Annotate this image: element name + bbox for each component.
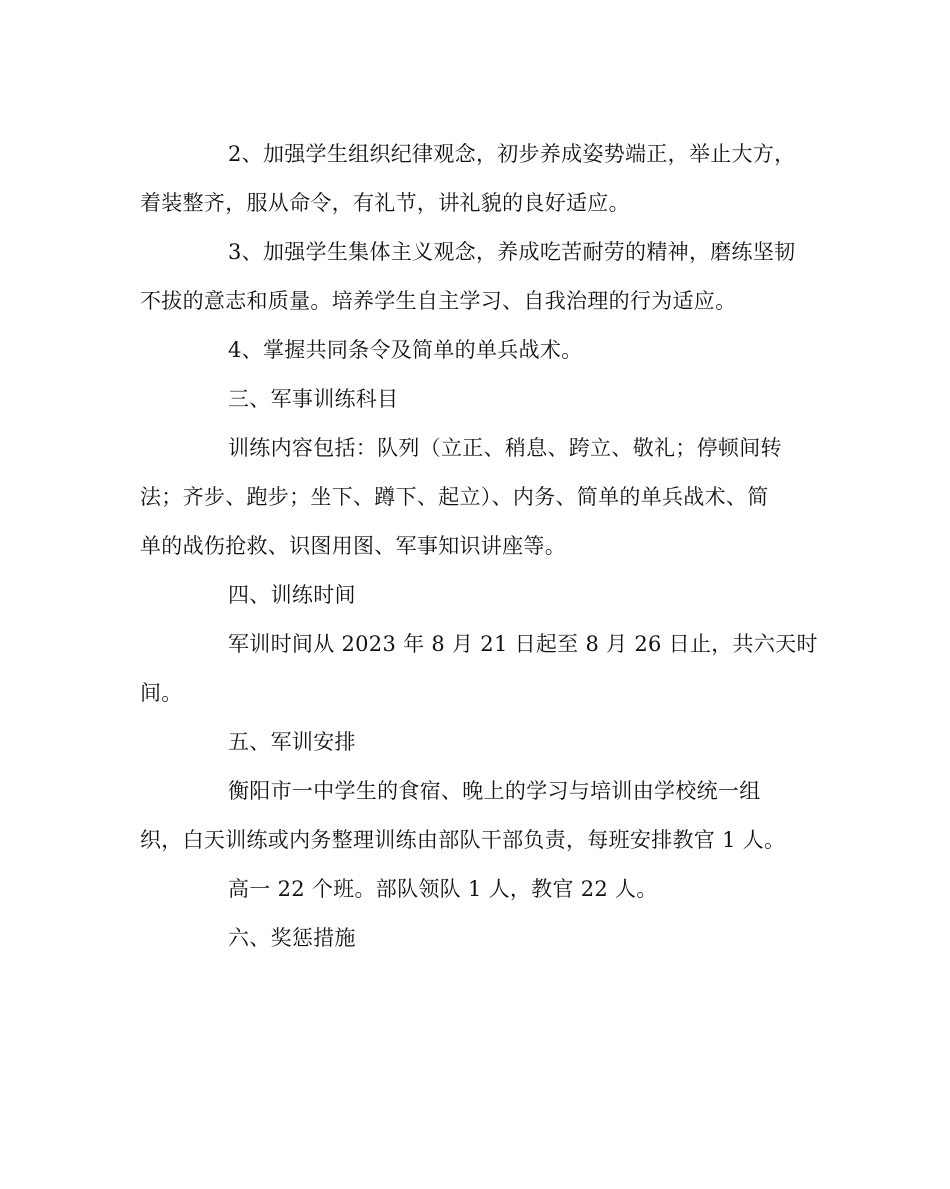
paragraph-line-time-a: 军训时间从 2023 年 8 月 21 日起至 8 月 26 日止，共六天时 bbox=[228, 632, 818, 656]
paragraph-line-subjects-c: 单的战伤抢救、识图用图、军事知识讲座等。 bbox=[140, 534, 566, 558]
paragraph-line-goal-2b: 着装整齐，服从命令，有礼节，讲礼貌的良好适应。 bbox=[140, 191, 630, 215]
section-heading-training-time: 四、训练时间 bbox=[228, 583, 356, 607]
paragraph-line-subjects-b: 法；齐步、跑步；坐下、蹲下、起立）、内务、简单的单兵战术、简 bbox=[140, 485, 769, 509]
paragraph-line-arrangement-b: 织，白天训练或内务整理训练由部队干部负责，每班安排教官 1 人。 bbox=[140, 828, 786, 852]
section-heading-training-arrangement: 五、军训安排 bbox=[228, 730, 356, 754]
section-heading-training-subjects: 三、军事训练科目 bbox=[228, 387, 399, 411]
paragraph-line-arrangement-a: 衡阳市一中学生的食宿、晚上的学习与培训由学校统一组 bbox=[228, 779, 761, 803]
paragraph-line-goal-4: 4、掌握共同条令及简单的单兵战术。 bbox=[228, 338, 583, 362]
section-heading-rewards-penalties: 六、奖惩措施 bbox=[228, 926, 356, 950]
paragraph-line-goal-3a: 3、加强学生集体主义观念，养成吃苦耐劳的精神，磨练坚韧 bbox=[228, 240, 796, 264]
paragraph-line-classes: 高一 22 个班。部队领队 1 人，教官 22 人。 bbox=[228, 877, 658, 901]
document-body bbox=[140, 130, 818, 963]
paragraph-line-goal-3b: 不拔的意志和质量。培养学生自主学习、自我治理的行为适应。 bbox=[140, 289, 737, 313]
paragraph-line-goal-2a: 2、加强学生组织纪律观念，初步养成姿势端正，举止大方， bbox=[228, 142, 796, 166]
paragraph-line-subjects-a: 训练内容包括：队列（立正、稍息、跨立、敬礼；停顿间转 bbox=[228, 436, 782, 460]
paragraph-line-time-b: 间。 bbox=[140, 681, 183, 705]
